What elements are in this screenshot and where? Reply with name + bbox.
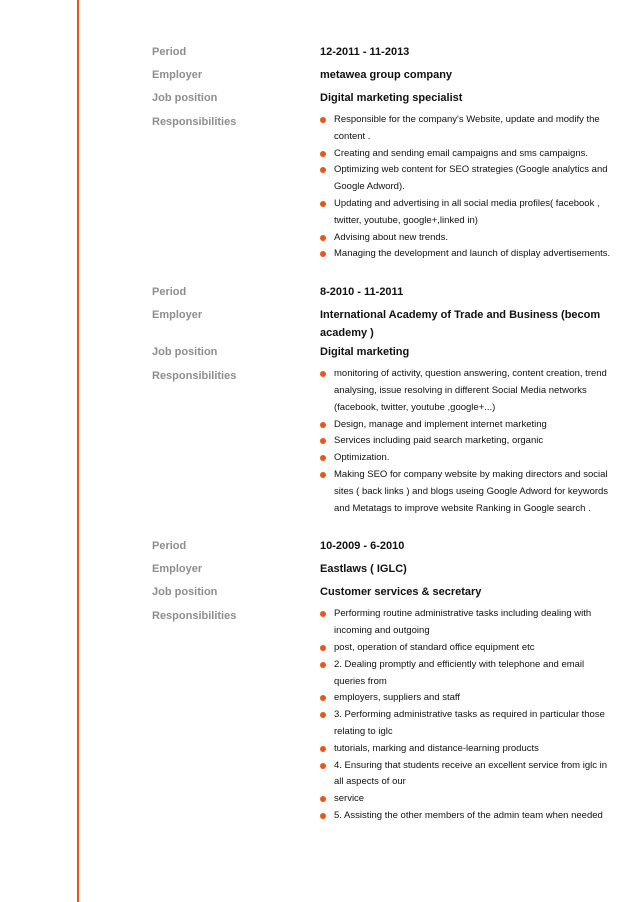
responsibility-item: 3. Performing administrative tasks as required in particular those relating to iglc [320,707,612,741]
employer-label: Employer [152,69,203,81]
responsibilities-row [152,366,612,517]
job-position-value: Digital marketing [320,346,410,359]
responsibility-item: Creating and sending email campaigns and sms campaigns. [320,146,612,163]
employer-value: Eastlaws ( IGLC) [320,563,407,576]
responsibility-item: post, operation of standard office equipment etc [320,640,612,657]
responsibility-item: 4. Ensuring that students receive an excellent service from iglc in all aspects of our [320,758,612,792]
employer-row [152,66,612,88]
responsibility-item: Making SEO for company website by making directors and social sites ( back links ) and blogs useing Google Adword for keywords and Metatags to improve website Ranking in Google search . [320,467,612,517]
job-position-label: Job position [152,586,218,599]
experience-entry [152,537,612,824]
period-value: 10-2009 - 6-2010 [320,540,405,553]
job-position-label: Job position [152,92,218,104]
employer-value: International Academy of Trade and Business (becom academy ) [320,309,601,340]
responsibility-item: Advising about new trends. [320,230,612,247]
responsibility-item: Services including paid search marketing, organic [320,433,612,450]
responsibility-item: Optimizing web content for SEO strategies (Google analytics and Google Adword). [320,162,612,196]
experience-entry [152,283,612,517]
left-accent-rule [77,0,79,902]
employer-row [152,306,612,342]
responsibilities-label: Responsibilities [152,116,237,128]
responsibility-item: 5. Assisting the other members of the admin team when needed [320,808,612,825]
job-position-value: Customer services & secretary [320,586,482,599]
period-row [152,283,612,305]
experience-entry [152,43,612,263]
responsibilities-list [320,366,612,517]
responsibilities-list [320,606,612,824]
responsibility-item: Optimization. [320,450,612,467]
work-experience-section [152,43,612,845]
responsibility-item: Managing the development and launch of display advertisements. [320,246,612,263]
period-row [152,43,612,65]
responsibilities-row [152,112,612,263]
responsibility-item: monitoring of activity, question answering, content creation, trend analysing, issue resolving in different Social Media networks (facebook, twitter, youtube ,google+...) [320,366,612,416]
employer-label: Employer [152,563,203,576]
responsibility-item: Responsible for the company's Website, update and modify the content . [320,112,612,146]
job-position-row [152,89,612,111]
job-position-label: Job position [152,346,218,359]
period-row [152,537,612,559]
responsibilities-list [320,112,612,263]
employer-label: Employer [152,309,203,322]
period-label: Period [152,286,187,299]
responsibilities-label: Responsibilities [152,370,237,383]
employer-value: metawea group company [320,69,453,81]
period-value: 8-2010 - 11-2011 [320,286,404,299]
employer-row [152,560,612,582]
job-position-value: Digital marketing specialist [320,92,463,104]
responsibility-item: Performing routine administrative tasks including dealing with incoming and outgoing [320,606,612,640]
responsibility-item: 2. Dealing promptly and efficiently with telephone and email queries from [320,657,612,691]
period-label: Period [152,46,187,58]
period-label: Period [152,540,187,553]
job-position-row [152,343,612,365]
job-position-row [152,583,612,605]
responsibilities-label: Responsibilities [152,610,237,623]
responsibilities-row [152,606,612,824]
responsibility-item: Design, manage and implement internet marketing [320,417,612,434]
period-value: 12-2011 - 11-2013 [320,46,410,58]
responsibility-item: service [320,791,612,808]
responsibility-item: employers, suppliers and staff [320,690,612,707]
responsibility-item: tutorials, marking and distance-learning products [320,741,612,758]
responsibility-item: Updating and advertising in all social media profiles( facebook , twitter, youtube, google+,linked in) [320,196,612,230]
